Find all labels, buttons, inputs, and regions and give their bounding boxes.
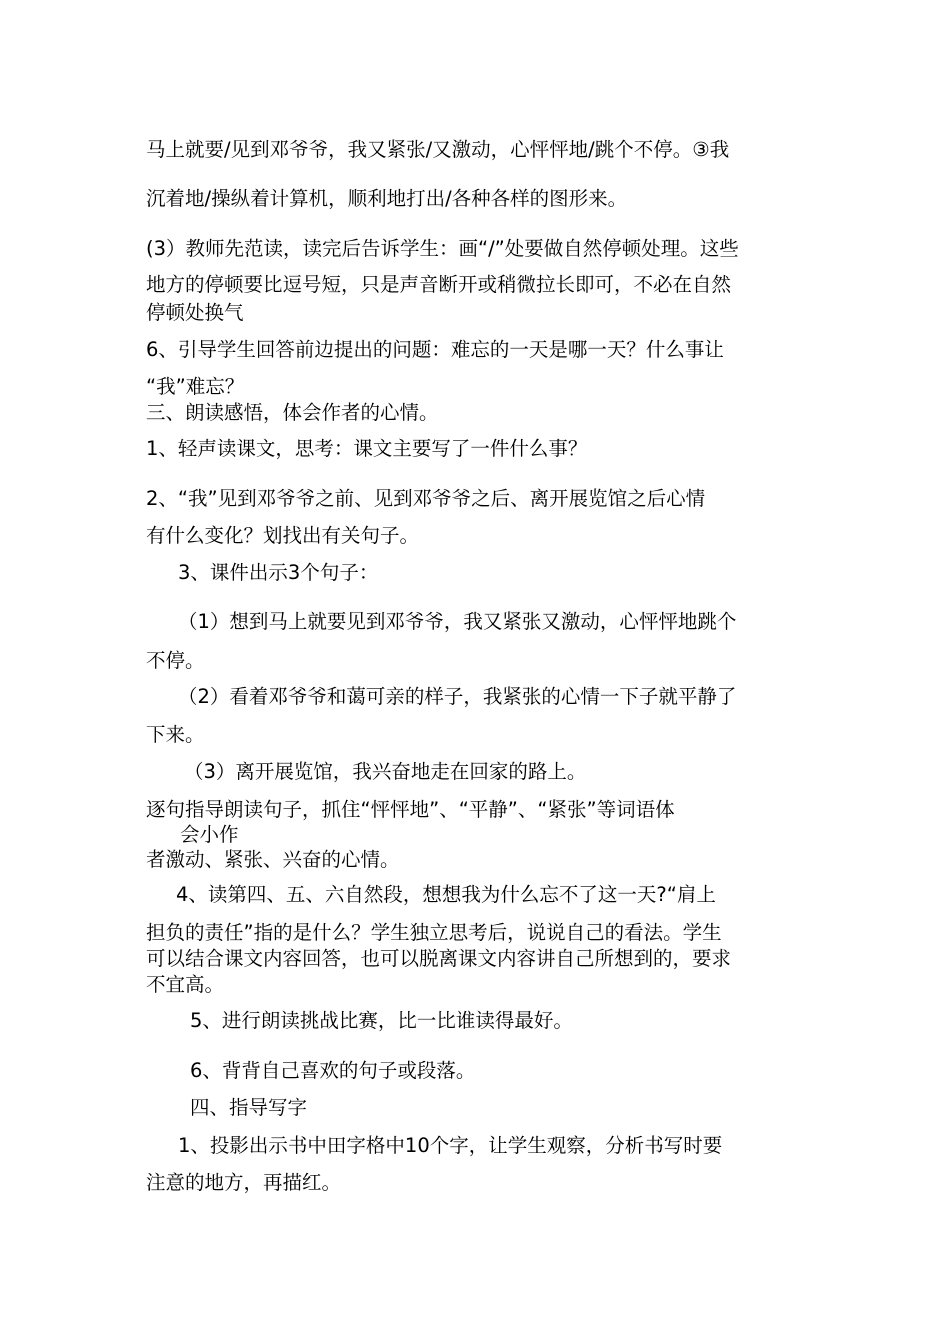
text-line: 下来。 [146,723,205,746]
text-line: 不宜高。 [146,973,225,996]
text-line: 注意的地方，再描红。 [146,1171,342,1194]
text-line: 逐句指导朗读句子，抓住“怦怦地”、“平静”、“紧张”等词语体 [146,798,675,821]
text-line: 1、轻声读课文，思考：课文主要写了一件什么事？ [146,437,588,460]
text-line: 4、读第四、五、六自然段，想想我为什么忘不了这一天?“肩上 [176,883,716,906]
section-heading: 三、朗读感悟，体会作者的心情。 [146,401,439,424]
text-line: （3）离开展览馆，我兴奋地走在回家的路上。 [184,760,587,783]
text-line: 6、引导学生回答前边提出的问题：难忘的一天是哪一天？什么事让 [146,338,724,361]
text-line: 沉着地/操纵着计算机，顺利地打出/各种各样的图形来。 [146,187,628,210]
text-line: 者激动、紧张、兴奋的心情。 [146,848,400,871]
text-line: （2）看着邓爷爷和蔼可亲的样子，我紧张的心情一下子就平静了 [178,685,737,708]
text-line: 6、背背自己喜欢的句子或段落。 [190,1059,476,1082]
text-line: （1）想到马上就要见到邓爷爷，我又紧张又激动，心怦怦地跳个 [178,610,737,633]
text-line: 地方的停顿要比逗号短，只是声音断开或稍微拉长即可，不必在自然 [146,273,732,296]
text-line: 2、“我”见到邓爷爷之前、见到邓爷爷之后、离开展览馆之后心情 [146,487,706,510]
text-line: 不停。 [146,649,205,672]
text-line: 有什么变化？划找出有关句子。 [146,524,420,547]
text-line: 停顿处换气 [146,301,244,324]
text-line: 马上就要/见到邓爷爷，我又紧张/又激动，心怦怦地/跳个不停。③我 [146,138,730,161]
text-line: “我”难忘？ [146,375,245,398]
text-line: 5、进行朗读挑战比赛，比一比谁读得最好。 [190,1009,573,1032]
text-line: 3、课件出示3个句子： [178,561,379,584]
text-line: 可以结合课文内容回答，也可以脱离课文内容讲自己所想到的，要求 [146,947,732,970]
text-line: 担负的责任”指的是什么？学生独立思考后，说说自己的看法。学生 [146,921,722,944]
section-heading: 四、指导写字 [190,1096,308,1119]
text-line: (3）教师先范读，读完后告诉学生：画“/”处要做自然停顿处理。这些 [146,237,739,260]
text-line: 1、投影出示书中田字格中10个字，让学生观察，分析书写时要 [178,1134,723,1157]
text-line: 会小作 [180,823,239,846]
